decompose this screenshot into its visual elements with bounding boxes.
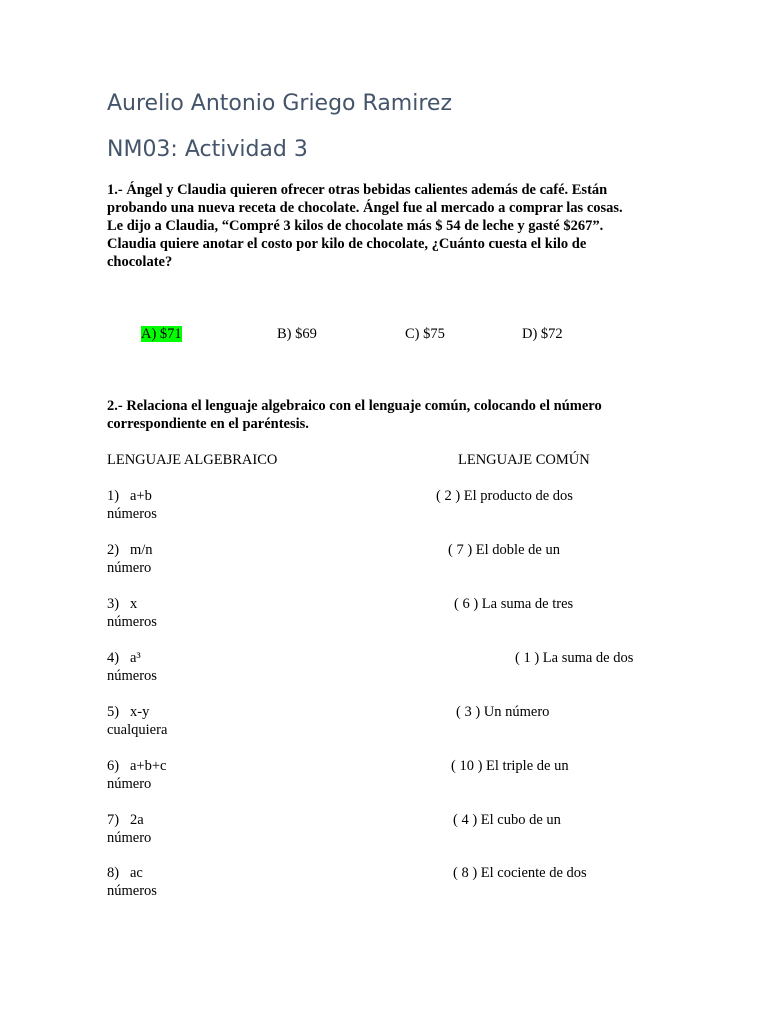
row-number: 1) [107, 488, 120, 504]
column-header-common: LENGUAJE COMÚN [458, 452, 590, 468]
common-language-answer: ( 10 ) El triple de un [451, 758, 569, 774]
common-language-answer: ( 6 ) La suma de tres [454, 596, 574, 612]
common-language-answer: ( 4 ) El cubo de un [453, 812, 561, 828]
answer-continuation: cualquiera [107, 722, 168, 738]
option-b: B) $69 [277, 326, 317, 342]
matching-row [107, 864, 143, 882]
question-1-line: Claudia quiere anotar el costo por kilo de chocolate, ¿Cuánto cuesta el kilo de [107, 236, 587, 252]
option-c: C) $75 [405, 326, 445, 342]
common-language-answer: ( 3 ) Un número [456, 704, 550, 720]
answer-continuation: números [107, 614, 157, 630]
option-d: D) $72 [522, 326, 563, 342]
row-number: 5) [107, 704, 120, 720]
question-1-line: 1.- Ángel y Claudia quieren ofrecer otras bebidas calientes además de café. Están [107, 182, 608, 198]
question-2-text [107, 397, 602, 433]
row-number: 6) [107, 758, 120, 774]
question-1-line: Le dijo a Claudia, “Compré 3 kilos de chocolate más $ 54 de leche y gasté $267”. [107, 218, 604, 234]
question-2-line: correspondiente en el paréntesis. [107, 416, 309, 432]
common-language-answer: ( 8 ) El cociente de dos [453, 865, 587, 881]
answer-continuation: número [107, 830, 152, 846]
algebraic-expression: x [130, 596, 138, 612]
common-language-answer: ( 1 ) La suma de dos [515, 650, 634, 666]
row-number: 4) [107, 650, 120, 666]
question-2-line: 2.- Relaciona el lenguaje algebraico con el lenguaje común, colocando el número [107, 398, 602, 414]
algebraic-expression: m/n [130, 542, 153, 558]
matching-row [107, 487, 152, 505]
question-1-text [107, 181, 652, 271]
algebraic-expression: x-y [130, 704, 150, 720]
algebraic-expression: 2a [130, 812, 144, 828]
algebraic-expression: a³ [130, 650, 141, 666]
algebraic-expression: ac [130, 865, 143, 881]
matching-row [107, 757, 166, 775]
question-1-line: probando una nueva receta de chocolate. Ángel fue al mercado a comprar las cosas. [107, 200, 623, 216]
matching-row [107, 595, 137, 613]
option-a-highlighted: A) $71 [141, 326, 182, 342]
answer-continuation: número [107, 560, 152, 576]
author-name: Aurelio Antonio Griego Ramirez [107, 91, 452, 116]
answer-continuation: números [107, 506, 157, 522]
matching-row [107, 649, 141, 667]
matching-row [107, 811, 144, 829]
answer-continuation: números [107, 883, 157, 899]
column-header-algebraic: LENGUAJE ALGEBRAICO [107, 452, 278, 468]
answer-continuation: números [107, 668, 157, 684]
matching-row [107, 541, 153, 559]
matching-row [107, 703, 149, 721]
answer-continuation: número [107, 776, 152, 792]
algebraic-expression: a+b+c [130, 758, 167, 774]
common-language-answer: ( 2 ) El producto de dos [436, 488, 573, 504]
row-number: 2) [107, 542, 120, 558]
row-number: 7) [107, 812, 120, 828]
activity-title: NM03: Actividad 3 [107, 137, 308, 162]
algebraic-expression: a+b [130, 488, 152, 504]
row-number: 3) [107, 596, 120, 612]
common-language-answer: ( 7 ) El doble de un [448, 542, 560, 558]
option-a [141, 325, 182, 343]
question-1-line: chocolate? [107, 254, 173, 270]
row-number: 8) [107, 865, 120, 881]
